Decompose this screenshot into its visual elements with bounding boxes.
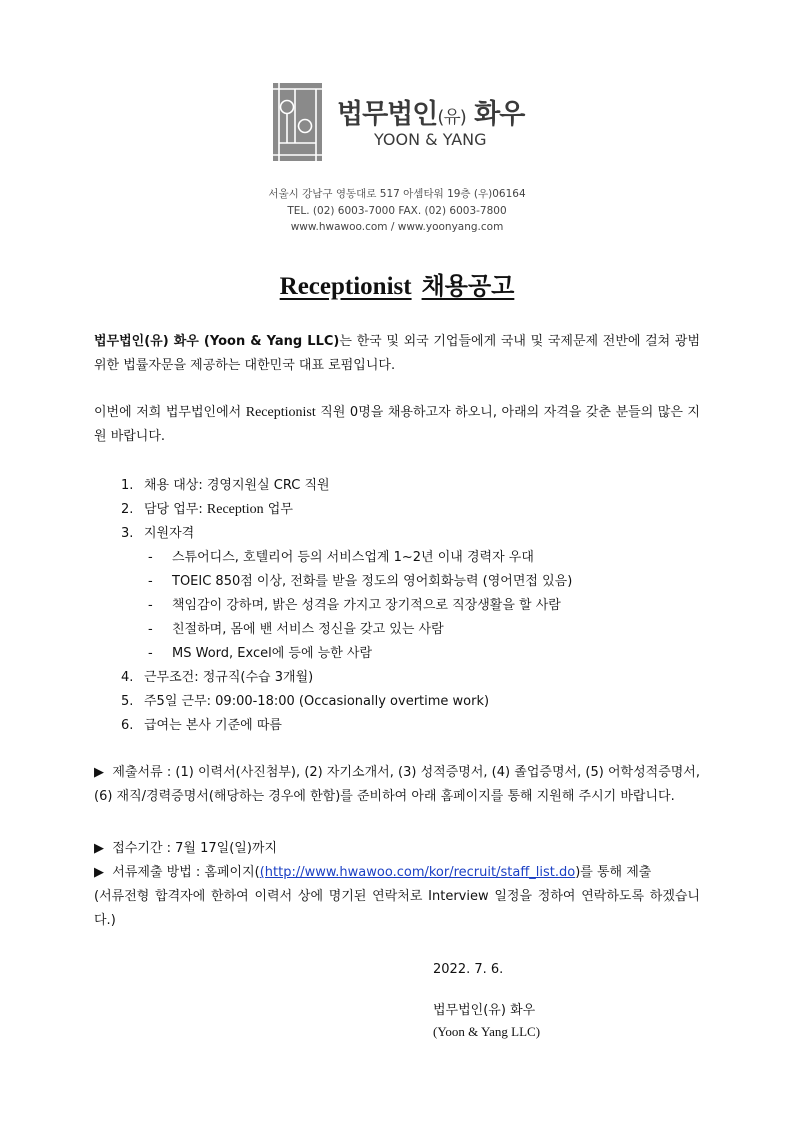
web-line: www.hwawoo.com / www.yoonyang.com <box>290 221 504 233</box>
list-item <box>94 666 714 690</box>
list-text: 지원자격 <box>144 526 195 541</box>
title-korean: 채용공고 <box>421 272 515 300</box>
dash-bullet: - <box>148 646 153 661</box>
list-number: 3. <box>121 526 134 541</box>
firm-logo-mark <box>273 83 322 161</box>
recruit-link[interactable]: (http://www.hwawoo.com/kor/recruit/staff_list.do <box>259 865 576 880</box>
qualification-item <box>94 618 714 642</box>
list-text-serif: Reception <box>206 502 264 517</box>
submission-method <box>94 861 700 885</box>
triangle-bullet-icon: ▶ <box>94 841 104 856</box>
recruit-paragraph <box>94 401 700 449</box>
list-number: 4. <box>121 670 134 685</box>
page-title <box>0 266 794 301</box>
list-text: 채용 대상: 경영지원실 CRC 직원 <box>144 478 330 493</box>
submission-period <box>94 837 700 861</box>
dash-bullet: - <box>148 574 153 589</box>
recruit-post: 직원 0명을 채용하고자 하오니, 아래의 자격을 갖춘 분들의 많은 지원 바랍니다. <box>94 405 700 444</box>
qualification-item <box>94 570 714 594</box>
submission-documents <box>94 761 700 809</box>
signature-firm-korean: 법무법인(유) 화우 <box>433 1003 536 1018</box>
list-number: 6. <box>121 718 134 733</box>
firm-name-korean-main: 법무법인 <box>337 99 438 130</box>
list-text: 급여는 본사 기준에 따름 <box>144 718 282 733</box>
list-number: 5. <box>121 694 134 709</box>
dash-bullet: - <box>148 598 153 613</box>
qualification-text: 책임감이 강하며, 밝은 성격을 가지고 장기적으로 직장생활을 할 사람 <box>172 598 561 613</box>
qualification-text: MS Word, Excel에 등에 능한 사람 <box>172 646 373 661</box>
qualification-item <box>94 642 714 666</box>
triangle-bullet-icon: ▶ <box>94 765 105 780</box>
firm-name-korean <box>337 92 524 131</box>
documents-text: 제출서류 : (1) 이력서(사진첨부), (2) 자기소개서, (3) 성적증명서, (4) 졸업증명서, (5) 어학성적증명서, (6) 재직/경력증명서(해당하는 경우에 한함)를 준비하여 아래 홈페이지를 통해 지원해 주시기 바랍니다. <box>94 765 701 804</box>
intro-text: 는 한국 및 외국 기업들에게 국내 및 국제문제 전반에 걸쳐 광범위한 법률자문을 제공하는 대한민국 대표 로펌입니다. <box>94 334 701 373</box>
title-english: Receptionist <box>279 273 412 300</box>
address-line: 서울시 강남구 영동대로 517 아셈타워 19층 (우)06164 <box>268 188 526 200</box>
method-pre: 서류제출 방법 : 홈페이지( <box>112 865 260 880</box>
qualification-text: TOEIC 850점 이상, 전화를 받을 정도의 영어회화능력 (영어면접 있음) <box>172 574 573 589</box>
recruit-pre: 이번에 저희 법무법인에서 <box>94 405 246 420</box>
signature-firm-english: (Yoon & Yang LLC) <box>433 1024 541 1039</box>
intro-firm-name: 법무법인(유) 화우 (Yoon & Yang LLC) <box>94 334 340 349</box>
recruit-role: Receptionist <box>245 405 316 420</box>
method-post: )를 통해 제출 <box>575 865 652 880</box>
qualification-item <box>94 546 714 570</box>
list-item <box>94 474 714 498</box>
list-text: 업무 <box>263 502 293 517</box>
qualification-text: 친절하며, 몸에 밴 서비스 정신을 갖고 있는 사람 <box>172 622 444 637</box>
interview-note: (서류전형 합격자에 한하여 이력서 상에 명기된 연락처로 Interview 일정을 정하여 연락하도록 하겠습니다.) <box>94 889 700 928</box>
firm-name-korean-name: 화우 <box>474 99 525 130</box>
list-text: 근무조건: 정규직(수습 3개월) <box>144 670 314 685</box>
signature-date: 2022. 7. 6. <box>433 962 504 977</box>
firm-name-english: YOON & YANG <box>374 130 487 149</box>
list-text: 담당 업무: <box>144 502 207 517</box>
period-text: 접수기간 : 7월 17일(일)까지 <box>112 841 278 856</box>
triangle-bullet-icon: ▶ <box>94 865 104 880</box>
list-text: 주5일 근무: 09:00-18:00 (Occasionally overtime work) <box>144 694 490 709</box>
tel-fax-line: TEL. (02) 6003-7000 FAX. (02) 6003-7800 <box>287 205 507 217</box>
list-number: 2. <box>121 502 134 517</box>
list-item <box>94 498 714 522</box>
requirements-list <box>94 474 714 738</box>
dash-bullet: - <box>148 622 153 637</box>
firm-name-korean-paren: (유) <box>437 107 466 128</box>
list-item <box>94 690 714 714</box>
logo-line-pattern-icon <box>273 83 322 161</box>
qualification-item <box>94 594 714 618</box>
dash-bullet: - <box>148 550 153 565</box>
list-item <box>94 714 714 738</box>
list-number: 1. <box>121 478 134 493</box>
qualification-text: 스튜어디스, 호텔리어 등의 서비스업계 1~2년 이내 경력자 우대 <box>172 550 534 565</box>
list-item <box>94 522 714 546</box>
intro-paragraph <box>94 330 700 378</box>
